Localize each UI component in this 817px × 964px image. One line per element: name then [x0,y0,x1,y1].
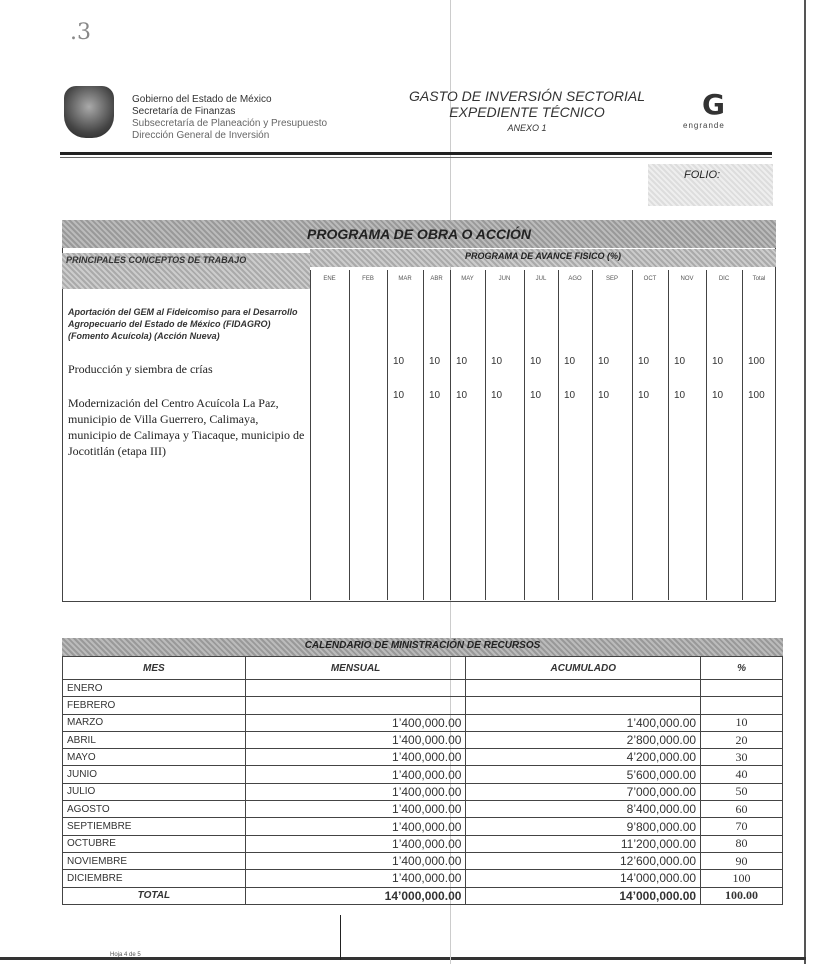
cell-mensual: 1’400,000.00 [245,870,466,887]
avance-value: 10 [429,356,441,367]
cell-mes: JULIO [63,783,246,800]
cell-acumulado [466,680,701,697]
cell-mensual: 1’400,000.00 [245,714,466,731]
cell-acumulado: 8’400,000.00 [466,801,701,818]
month-column-divider [592,270,593,600]
calendario-body [63,680,783,888]
anexo-label: ANEXO 1 [507,123,547,133]
cell-pct: 20 [701,731,783,748]
conceptos-header [62,253,310,289]
month-label: MAR [398,276,412,282]
calendario-row [63,731,783,748]
avance-value: 10 [530,356,542,367]
calendario-header [62,638,783,656]
month-label: FEB [362,276,374,282]
avance-value: 10 [429,390,441,401]
handwritten-marker: .3 [70,20,91,45]
folio-label: FOLIO: [684,169,721,181]
conceptos-label: PRINCIPALES CONCEPTOS DE TRABAJO [66,255,247,265]
col-mes: MES [63,657,246,680]
title-line-1: GASTO DE INVERSIÓN SECTORIAL [409,88,645,104]
month-label: JUN [498,276,511,282]
bottom-mark [340,915,341,960]
gov-line-4: Dirección General de Inversión [132,130,270,141]
cell-pct: 10 [701,714,783,731]
avance-value: 10 [598,356,610,367]
calendario-row [63,697,783,714]
month-label: OCT [643,276,657,282]
calendario-row [63,870,783,887]
month-column-divider [423,270,424,600]
cell-acumulado: 7’000,000.00 [466,783,701,800]
month-label: DIC [718,276,730,282]
cell-mes: DICIEMBRE [63,870,246,887]
calendario-row [63,818,783,835]
cell-pct: 50 [701,783,783,800]
cell-mensual: 1’400,000.00 [245,818,466,835]
month-column-divider [524,270,525,600]
cell-mensual: 1’400,000.00 [245,783,466,800]
cell-acumulado: 12’600,000.00 [466,852,701,869]
cell-mensual: 1’400,000.00 [245,766,466,783]
cell-mes: MAYO [63,749,246,766]
cell-acumulado: 4’200,000.00 [466,749,701,766]
cell-mes: ABRIL [63,731,246,748]
title-line-2: EXPEDIENTE TÉCNICO [449,104,605,120]
month-column-divider [632,270,633,600]
program-description: Aportación del GEM al Fideicomiso para el Desarrollo Agropecuario del Estado de México (FIDAGRO) (Fomento Acuícola) (Acción Nueva) [68,307,298,341]
header-rule-thin [60,157,772,158]
month-label: SEP [605,276,618,282]
month-column-divider [706,270,707,600]
month-column-divider [668,270,669,600]
cell-acumulado: 1’400,000.00 [466,714,701,731]
total-mensual: 14’000,000.00 [245,887,466,904]
avance-value: 10 [638,356,650,367]
page-number: Hoja 4 de 5 [110,952,141,958]
avance-value: 10 [712,390,724,401]
cell-pct: 40 [701,766,783,783]
government-block [132,94,327,142]
avance-value: 100 [748,356,765,367]
calendario-row [63,714,783,731]
gov-line-1: Gobierno del Estado de México [132,94,272,105]
calendario-header-row [63,657,783,680]
avance-value: 10 [598,390,610,401]
engrande-logo-text: engrande [683,121,725,130]
month-label: Total [752,276,766,282]
avance-value: 10 [491,356,503,367]
total-label: TOTAL [63,887,246,904]
cell-mes: OCTUBRE [63,835,246,852]
cell-pct: 70 [701,818,783,835]
calendario-title: CALENDARIO DE MINISTRACIÓN DE RECURSOS [304,640,541,651]
month-label: ABR [430,276,443,282]
total-row [63,887,783,904]
month-column-divider [310,270,311,600]
cell-pct: 100 [701,870,783,887]
cell-acumulado: 2’800,000.00 [466,731,701,748]
engrande-logo-icon: G [702,88,725,121]
cell-mes: MARZO [63,714,246,731]
month-label: AGO [568,276,582,282]
programa-header [62,220,776,248]
month-label: MAY [461,276,474,282]
avance-value: 10 [530,390,542,401]
month-column-divider [349,270,350,600]
cell-mes: JUNIO [63,766,246,783]
calendario-row [63,766,783,783]
calendario-row [63,783,783,800]
avance-header [310,249,776,267]
avance-value: 10 [491,390,503,401]
col-acumulado: ACUMULADO [466,657,701,680]
avance-value: 10 [564,390,576,401]
calendario-row [63,801,783,818]
col-pct: % [701,657,783,680]
cell-mensual [245,680,466,697]
total-pct: 100.00 [701,887,783,904]
avance-value: 100 [748,390,765,401]
cell-mensual: 1’400,000.00 [245,852,466,869]
avance-value: 10 [393,356,405,367]
cell-mes: FEBRERO [63,697,246,714]
cell-mes: AGOSTO [63,801,246,818]
avance-value: 10 [393,390,405,401]
avance-value: 10 [674,390,686,401]
programa-title: PROGRAMA DE OBRA O ACCIÓN [307,226,531,242]
month-label: JUL [535,276,547,282]
cell-pct: 30 [701,749,783,766]
cell-acumulado: 9’800,000.00 [466,818,701,835]
avance-value: 10 [712,356,724,367]
col-mensual: MENSUAL [245,657,466,680]
gov-line-3: Subsecretaría de Planeación y Presupuesto [132,118,328,129]
folio-box [648,164,773,206]
avance-value: 10 [564,356,576,367]
cell-pct: 90 [701,852,783,869]
cell-mensual: 1’400,000.00 [245,835,466,852]
state-seal-icon [64,86,114,138]
month-column-divider [387,270,388,600]
cell-acumulado: 14’000,000.00 [466,870,701,887]
cell-mensual: 1’400,000.00 [245,801,466,818]
avance-value: 10 [456,356,468,367]
concept-row-2: Modernización del Centro Acuícola La Paz, municipio de Villa Guerrero, Calimaya, municipio de Calimaya y Tiacaque, municipio de Jocotitlán (etapa III) [68,396,305,458]
month-column-divider [450,270,451,600]
month-label: ENE [323,276,336,282]
calendario-row [63,749,783,766]
avance-value: 10 [638,390,650,401]
cell-mes: SEPTIEMBRE [63,818,246,835]
page-border-right [804,0,806,964]
cell-pct: 60 [701,801,783,818]
cell-mensual [245,697,466,714]
month-column-divider [742,270,743,600]
month-column-divider [558,270,559,600]
gov-line-2: Secretaría de Finanzas [132,106,236,117]
avance-value: 10 [456,390,468,401]
cell-acumulado [466,697,701,714]
cell-pct [701,680,783,697]
calendario-row [63,680,783,697]
calendario-row [63,852,783,869]
cell-mes: NOVIEMBRE [63,852,246,869]
cell-pct [701,697,783,714]
calendario-table [62,656,783,905]
cell-acumulado: 11’200,000.00 [466,835,701,852]
cell-acumulado: 5’600,000.00 [466,766,701,783]
avance-value: 10 [674,356,686,367]
cell-pct: 80 [701,835,783,852]
total-acumulado: 14’000,000.00 [466,887,701,904]
header-rule [60,152,772,155]
cell-mensual: 1’400,000.00 [245,731,466,748]
cell-mensual: 1’400,000.00 [245,749,466,766]
calendario-row [63,835,783,852]
month-label: NOV [680,276,694,282]
concept-row-1: Producción y siembra de crías [68,362,213,376]
month-column-divider [485,270,486,600]
cell-mes: ENERO [63,680,246,697]
avance-label: PROGRAMA DE AVANCE FISICO (%) [464,251,621,261]
